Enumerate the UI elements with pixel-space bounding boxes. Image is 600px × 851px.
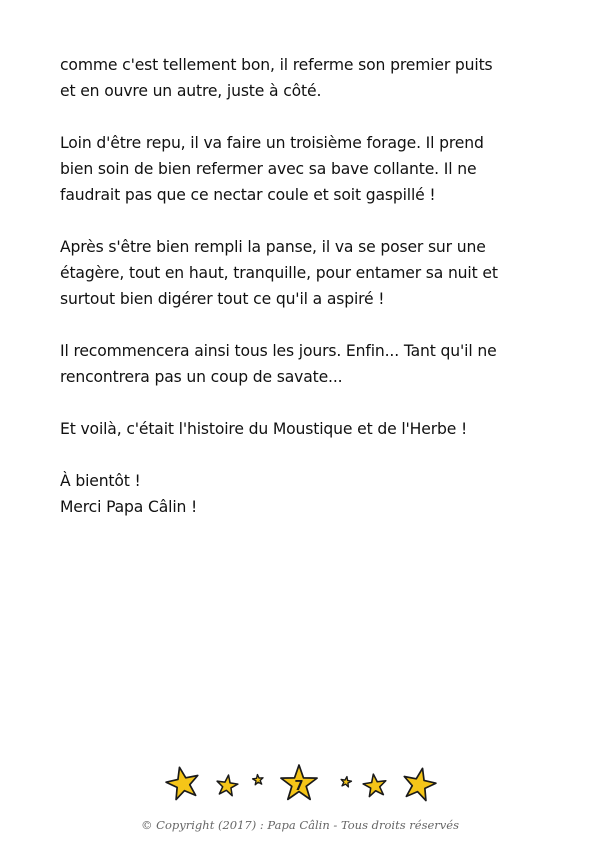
text-line: comme c'est tellement bon, il referme son premier puits [60,56,493,74]
text-line: bien soin de bien refermer avec sa bave collante. Il ne [60,160,477,178]
text-line: surtout bien digérer tout ce qu'il a aspiré ! [60,290,385,308]
star-icon [164,764,202,801]
paragraph [60,338,546,390]
star-icon [340,776,352,788]
copyright-notice: © Copyright (2017) : Papa Câlin - Tous droits réservés [141,818,459,832]
paragraph [60,468,546,520]
text-line: Il recommencera ainsi tous les jours. Enfin... Tant qu'il ne [60,342,497,360]
text-line: et en ouvre un autre, juste à côté. [60,82,322,100]
paragraph [60,130,546,208]
text-line: À bientôt ! [60,472,141,490]
text-line: Loin d'être repu, il va faire un troisième forage. Il prend [60,134,484,152]
text-line: Après s'être bien rempli la panse, il va se poser sur une [60,238,486,256]
text-line: étagère, tout en haut, tranquille, pour entamer sa nuit et [60,264,498,282]
paragraph [60,416,546,442]
paragraph [60,52,546,104]
text-line: rencontrera pas un coup de savate... [60,368,343,386]
page-number: 7 [294,779,304,794]
text-line: faudrait pas que ce nectar coule et soit gaspillé ! [60,186,436,204]
star-icon [362,773,388,798]
text-line: Merci Papa Câlin ! [60,498,198,516]
star-icon [252,774,263,785]
text-line: Et voilà, c'était l'histoire du Moustique et de l'Herbe ! [60,420,468,438]
star-icon [400,765,438,802]
star-page-ornament [0,760,600,810]
story-text [60,52,546,546]
paragraph [60,234,546,312]
star-icon [215,774,238,797]
